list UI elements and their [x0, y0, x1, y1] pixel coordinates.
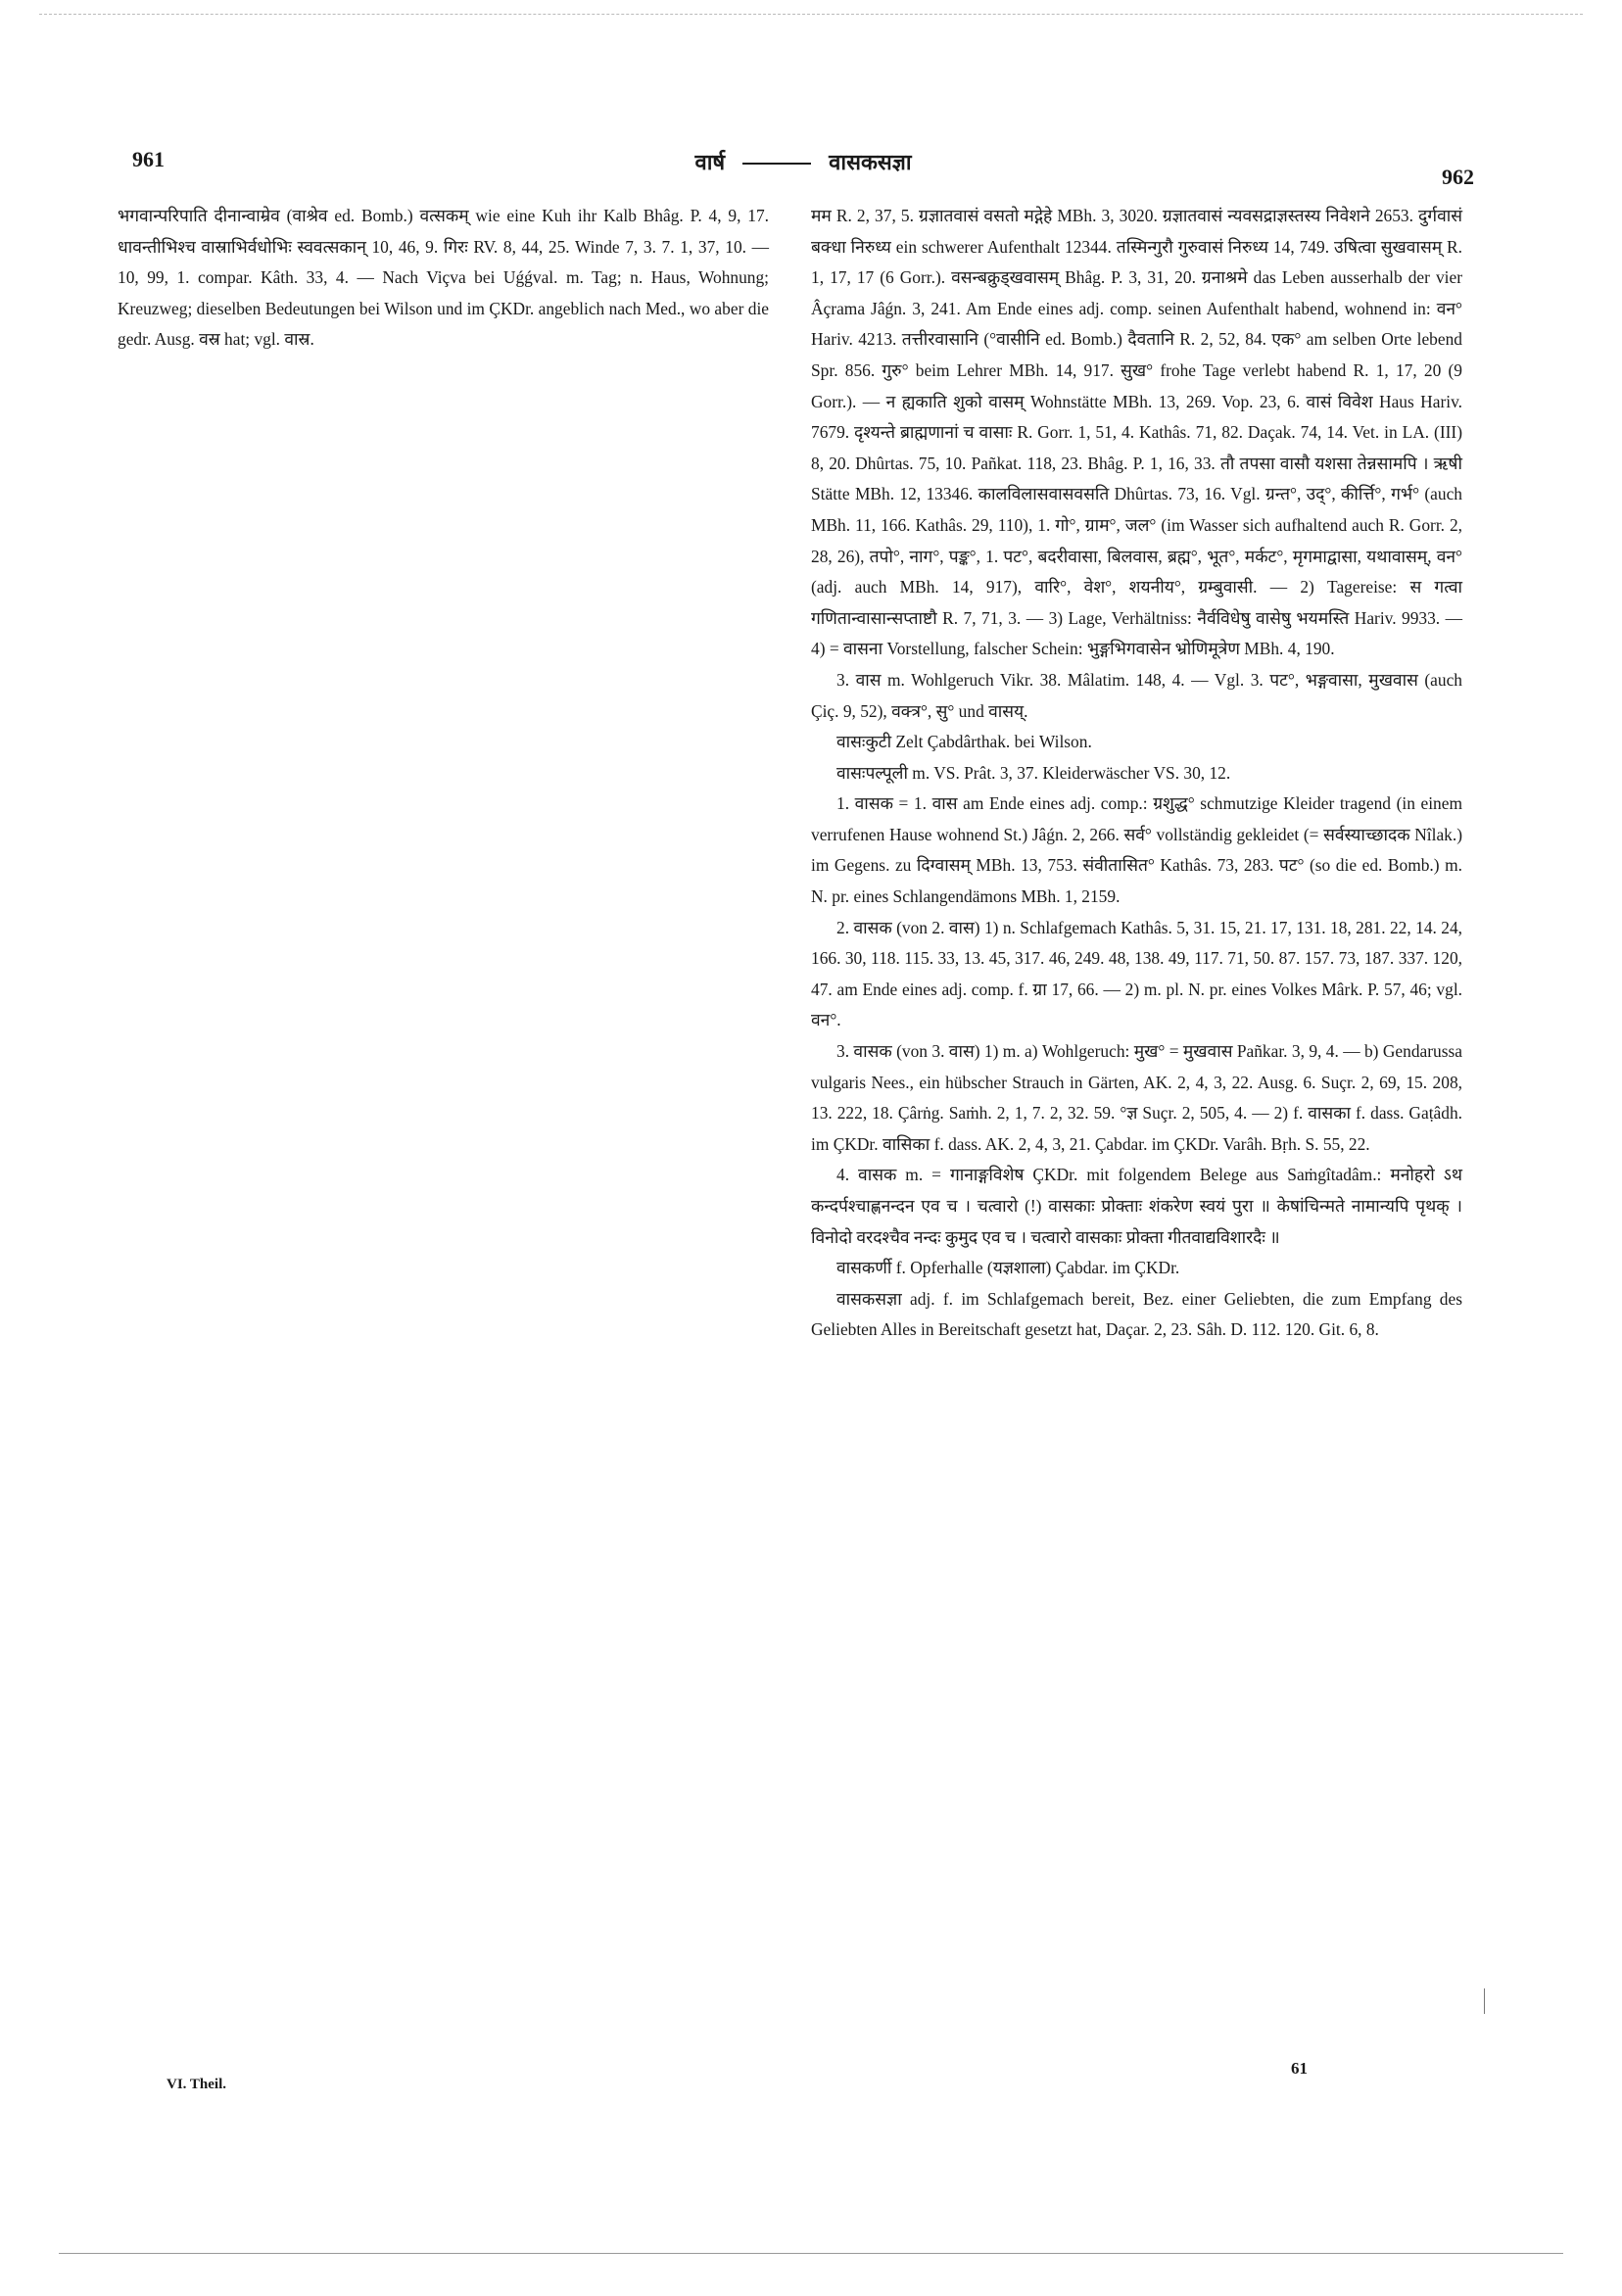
left-column	[118, 201, 769, 356]
page-number-left: 961	[132, 147, 165, 171]
entry-paragraph: 3. वास m. Wohlgeruch Vikr. 38. Mâlatim. 148, 4. — Vgl. 3. पट°, भङ्गवासा, मुखवास (auch Çiç. 9, 52), वक्त्र°, सु° und वासय्.	[811, 669, 1462, 721]
margin-mark	[1484, 1988, 1485, 2014]
bottom-rule	[59, 2253, 1563, 2254]
entry-paragraph: वासकसज्ञा adj. f. im Schlafgemach bereit, Bez. einer Geliebten, die zum Empfang des Geliebten Alles in Bereitschaft gesetzt hat, Daçar. 2, 23. Sâh. D. 112. 120. Git. 6, 8.	[811, 1288, 1462, 1340]
running-head-dash	[742, 163, 811, 165]
right-column	[811, 201, 1462, 1346]
volume-signature: VI. Theil.	[167, 2077, 226, 2092]
running-head-right: वासकसज्ञा	[829, 151, 912, 175]
top-rule	[39, 14, 1583, 15]
entry-paragraph: 2. वासक (von 2. वास) 1) n. Schlafgemach Kathâs. 5, 31. 15, 21. 17, 131. 18, 281. 22, 14. 24, 166. 30, 118. 115. 33, 13. 45, 317. 46, 249. 48, 138. 49, 117. 71, 50. 87. 157. 73, 187. 337. 120, 47. am Ende eines adj. comp. f. ग्रा 17, 66. — 2) m. pl. N. pr. eines Volkes Mârk. P. 57, 46; vgl. वन°.	[811, 917, 1462, 1030]
entry-paragraph: वासःपल्पूली m. VS. Prât. 3, 37. Kleiderwäscher VS. 30, 12.	[836, 762, 1231, 783]
running-head-left: वार्ष	[694, 151, 726, 175]
entry-paragraph: भगवान्परिपाति दीनान्वाम्रेव (वाश्रेव ed. Bomb.) वत्सकम् wie eine Kuh ihr Kalb Bhâg. P. 4, 9, 17. धावन्तीभिश्च वास्राभिर्वधोभिः स्ववत्सकान् 10, 46, 9. गिरः RV. 8, 44, 25. Winde 7, 3. 7. 1, 37, 10. — 10, 99, 1. compar. Kâth. 33, 4. — Nach Viçva bei Uǵǵval. m. Tag; n. Haus, Wohnung; Kreuzweg; dieselben Bedeutungen bei Wilson und im ÇKDr. angeblich nach Med., wo aber die gedr. Ausg. वस्र hat; vgl. वास्र.	[118, 206, 769, 350]
entry-paragraph: 3. वासक (von 3. वास) 1) m. a) Wohlgeruch: मुख° = मुखवास Pañkar. 3, 9, 4. — b) Gendarussa vulgaris Nees., ein hübscher Strauch in Gärten, AK. 2, 4, 3, 22. Ausg. 6. Suçr. 2, 69, 15. 208, 13. 222, 18. Çârṅg. Saṁh. 2, 1, 7. 2, 32. 59. °ज्ञ Suçr. 2, 505, 4. — 2) f. वासका f. dass. Gaṭâdh. im ÇKDr. वासिका f. dass. AK. 2, 4, 3, 21. Çabdar. im ÇKDr. Varâh. Bṛh. S. 55, 22.	[811, 1041, 1462, 1154]
entry-paragraph: वासकर्णी f. Opferhalle (यज्ञशाला) Çabdar. im ÇKDr.	[836, 1258, 1180, 1278]
sheet-number: 61	[1291, 2059, 1308, 2078]
entry-paragraph: 1. वासक = 1. वास am Ende eines adj. comp.: ग्रशुद्ध° schmutzige Kleider tragend (in einem verrufenen Hause wohnend St.) Jâǵn. 2, 266. सर्व° vollständig gekleidet (= सर्वस्याच्छादक Nîlak.) im Gegens. zu दिग्वासम् MBh. 13, 753. संवीतासित° Kathâs. 73, 283. पट° (so die ed. Bomb.) m. N. pr. eines Schlangendämons MBh. 1, 2159.	[811, 793, 1462, 907]
page-number-right: 962	[1442, 165, 1474, 189]
entry-paragraph: मम R. 2, 37, 5. ग्रज्ञातवासं वसतो मद्गेहे MBh. 3, 3020. ग्रज्ञातवासं न्यवसद्राज्ञस्तस्य निवेशने 2653. दुर्गवासं बक्धा निरुध्य ein schwerer Aufenthalt 12344. तस्मिन्गुरौ गुरुवासं निरुध्य 14, 749. उषित्वा सुखवासम् R. 1, 17, 17 (6 Gorr.). वसन्बक्रुड्खवासम् Bhâg. P. 3, 31, 20. ग्रनाश्रमे das Leben ausserhalb der vier Âçrama Jâǵn. 3, 241. Am Ende eines adj. comp. seinen Aufenthalt habend, wohnend in: वन° Hariv. 4213. तत्तीरवासानि (°वासीनि ed. Bomb.) दैवतानि R. 2, 52, 84. एक° am selben Orte lebend Spr. 856. गुरु° beim Lehrer MBh. 14, 917. सुख° frohe Tage verlebt habend R. 1, 17, 20 (9 Gorr.). — न ह्यकाति शुको वासम् Wohnstätte MBh. 13, 269. Vop. 23, 6. वासं विवेश Haus Hariv. 7679. दृश्यन्ते ब्राह्मणानां च वासाः R. Gorr. 1, 51, 4. Kathâs. 71, 82. Daçak. 74, 14. Vet. in LA. (III) 8, 20. Dhûrtas. 75, 10. Pañkat. 118, 23. Bhâg. P. 1, 16, 33. तौ तपसा वासौ यशसा तेन्नसामपि । ऋषी Stätte MBh. 12, 13346. कालविलासवासवसति Dhûrtas. 73, 16. Vgl. ग्रन्त°, उद्°, कीर्त्ति°, गर्भ° (auch MBh. 11, 166. Kathâs. 29, 110), 1. गो°, ग्राम°, जल° (im Wasser sich aufhaltend auch R. Gorr. 2, 28, 26), तपो°, नाग°, पङ्क°, 1. पट°, बदरीवासा, बिलवास, ब्रह्म°, भूत°, मर्कट°, मृगमाद्वासा, यथावासम्, वन° (adj. auch MBh. 14, 917), वारि°, वेश°, शयनीय°, ग्रम्बुवासी. — 2) Tagereise: स गत्वा गणितान्वासान्सप्ताष्टौ R. 7, 71, 3. — 3) Lage, Verhältniss: नैर्वविधेषु वासेषु भयमस्ति Hariv. 9933. — 4) = वासना Vorstellung, falscher Schein: भुङ्गभिगवासेन भ्रोणिमूत्रेण MBh. 4, 190.	[811, 206, 1462, 659]
running-head	[549, 147, 1058, 176]
entry-paragraph: 4. वासक m. = गानाङ्गविशेष ÇKDr. mit folgendem Belege aus Saṁgîtadâm.: मनोहरो ऽथ कन्दर्पश्चाह्णनन्दन एव च । चत्वारो (!) वासकाः प्रोक्ताः शंकरेण स्वयं पुरा ॥ केषांचिन्मते नामान्यपि पृथक् । विनोदो वरदश्चैव नन्दः कुमुद एव च । चत्वारो वासकाः प्रोक्ता गीतवाद्यविशारदैः ॥	[811, 1165, 1462, 1247]
entry-paragraph: वासःकुटी Zelt Çabdârthak. bei Wilson.	[836, 732, 1092, 752]
